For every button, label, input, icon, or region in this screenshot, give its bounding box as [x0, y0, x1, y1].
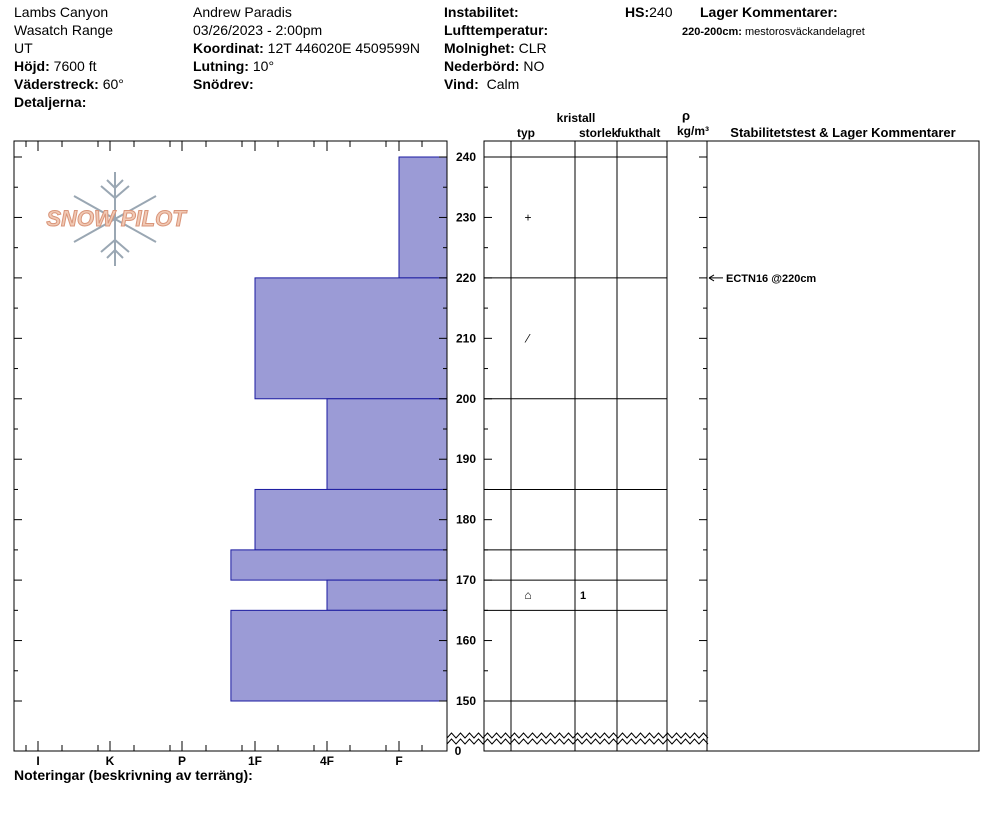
aspect-label: Väderstreck:	[14, 76, 99, 92]
wind-label: Vind:	[444, 76, 479, 92]
hardness-tick-label: P	[177, 754, 187, 768]
height-break-label: 0	[454, 744, 462, 758]
hs-value: 240	[649, 4, 673, 20]
state-name: UT	[14, 40, 33, 56]
hardness-tick-label: K	[105, 754, 115, 768]
crystal-type-symbol: ⌂	[524, 588, 532, 603]
slope-label: Lutning:	[193, 58, 249, 74]
aspect-value: 60°	[102, 76, 124, 92]
layer-comments-label: Lager Kommentarer:	[700, 4, 838, 20]
col-moisture: fukthalt	[617, 126, 661, 140]
height-tick-label: 170	[455, 573, 477, 588]
col-rho: ρ	[681, 108, 691, 123]
stability-tests	[709, 273, 816, 285]
height-tick-label: 240	[455, 150, 477, 164]
col-crystal: kristall	[556, 111, 596, 125]
precip-value: NO	[523, 58, 545, 74]
height-tick-label: 180	[455, 512, 477, 527]
axis-break-line	[447, 733, 708, 738]
layer-comment-text: mestorosväckandelagret	[745, 26, 865, 38]
stability-test-label: ECTN16 @220cm	[726, 272, 817, 285]
data-table-frame	[484, 141, 979, 751]
height-tick-label: 190	[455, 452, 477, 467]
snowpilot-logo	[46, 172, 187, 266]
height-tick-label: 210	[455, 331, 477, 346]
col-size: storlek	[579, 126, 619, 140]
coord-label: Koordinat:	[193, 40, 264, 56]
hardness-tick-label: 4F	[319, 754, 335, 768]
observer-name: Andrew Paradis	[193, 4, 292, 20]
layer-comment-range: 220-200cm:	[682, 26, 742, 38]
height-tick-label: 160	[455, 633, 477, 648]
hardness-layer-bar	[231, 550, 447, 580]
details-label: Detaljerna:	[14, 94, 87, 110]
col-type: typ	[517, 126, 535, 140]
drift-label: Snödrev:	[193, 76, 254, 92]
height-tick-label: 230	[455, 210, 477, 225]
slope-value: 10°	[252, 58, 275, 74]
instability-label: Instabilitet:	[444, 4, 519, 20]
location-name: Lambs Canyon	[14, 4, 109, 20]
clouds-label: Molnighet:	[444, 40, 515, 56]
hardness-tick-label: F	[395, 754, 403, 768]
hardness-layer-bar	[255, 489, 447, 549]
height-tick-label: 150	[455, 694, 477, 708]
precip-label: Nederbörd:	[444, 58, 520, 74]
hardness-layers	[231, 157, 447, 701]
chart-frame	[14, 141, 979, 751]
observation-datetime: 03/26/2023 - 2:00pm	[193, 22, 323, 38]
hardness-layer-bar	[327, 580, 447, 610]
hardness-tick-label: 1F	[247, 754, 263, 768]
axis-break-line	[447, 739, 708, 744]
hs-label: HS:	[625, 4, 650, 20]
coord-value: 12T 446020E 4509599N	[267, 40, 420, 56]
elevation-label: Höjd:	[14, 58, 50, 74]
hardness-tick-label: I	[36, 754, 40, 768]
range-name: Wasatch Range	[14, 22, 114, 38]
crystal-column	[524, 210, 586, 602]
col-stability: Stabilitetstest & Lager Kommentarer	[730, 125, 956, 140]
terrain-notes-label: Noteringar (beskrivning av terräng):	[14, 767, 253, 783]
wind-value: Calm	[486, 76, 520, 92]
hardness-layer-bar	[327, 399, 447, 490]
airtemp-label: Lufttemperatur:	[444, 22, 549, 38]
logo-text: SNOW PILOT	[46, 206, 186, 231]
height-tick-label: 200	[455, 391, 477, 406]
clouds-value: CLR	[518, 40, 547, 56]
hardness-layer-bar	[255, 278, 447, 399]
elevation-value: 7600 ft	[53, 58, 97, 74]
crystal-type-symbol: +	[524, 210, 532, 225]
crystal-type-symbol: ⁄	[526, 331, 530, 346]
hardness-layer-bar	[231, 610, 447, 701]
crystal-size-value: 1	[580, 590, 587, 603]
height-tick-label: 220	[455, 270, 477, 285]
col-density-unit: kg/m³	[676, 124, 710, 138]
